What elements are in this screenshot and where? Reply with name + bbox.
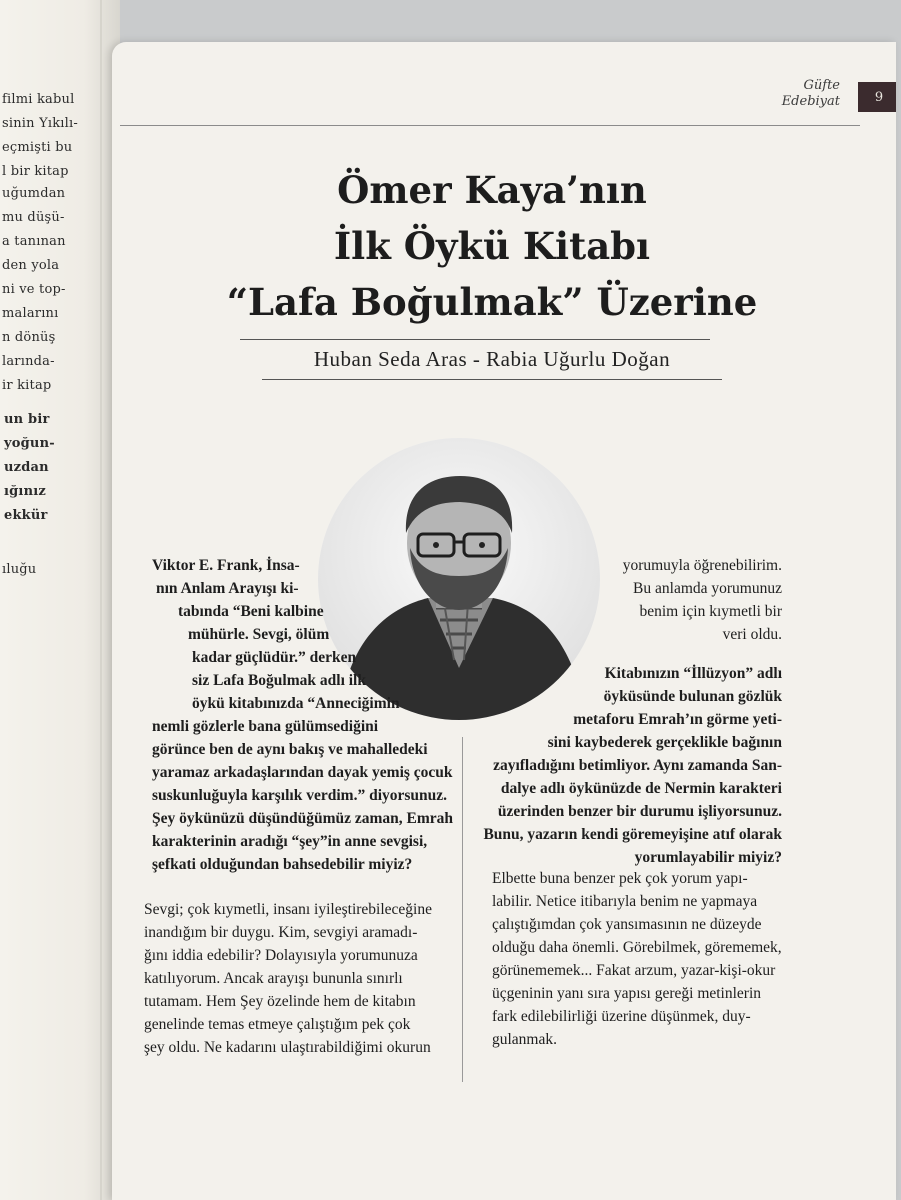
text-line: labilir. Netice itibarıyla benim ne yapmaya <box>492 893 758 910</box>
question-1 <box>152 554 453 876</box>
header-rule <box>120 125 860 126</box>
authors-rule-top <box>240 339 710 340</box>
text-line: nın Anlam Arayışı ki- <box>156 580 299 597</box>
facing-page-line: ıluğu <box>2 562 37 577</box>
text-line: ğını iddia edebilir? Dolayısıyla yorumunuza <box>144 947 418 964</box>
answer-1-continued <box>532 554 782 646</box>
question-2 <box>462 662 782 869</box>
text-line: mühürle. Sevgi, ölüm <box>188 626 330 643</box>
text-line: Bunu, yazarın kendi göremeyişine atıf olarak <box>483 826 782 843</box>
text-line: öykü kitabınızda “Anneciğimin <box>192 695 400 712</box>
text-line: zayıfladığını betimliyor. Aynı zamanda San- <box>493 757 782 774</box>
facing-page-line: filmi kabul <box>2 92 75 107</box>
text-line: olduğu daha önemli. Görebilmek, görememek, <box>492 939 782 956</box>
text-line: Sevgi; çok kıymetli, insanı iyileştirebileceğine <box>144 901 432 918</box>
text-line: tabında “Beni kalbine <box>178 603 324 620</box>
facing-page-line: den yola <box>2 258 60 273</box>
facing-page-line: n dönüş <box>2 330 56 345</box>
text-line: inandığım bir duygu. Kim, sevgiyi aramadı- <box>144 924 418 941</box>
magazine-page <box>112 42 896 1200</box>
facing-page-line: ığınız <box>4 484 46 499</box>
article-authors: Huban Seda Aras - Rabia Uğurlu Doğan <box>313 347 671 371</box>
text-line: gulanmak. <box>492 1031 557 1048</box>
facing-page-line: yoğun- <box>4 436 55 451</box>
facing-page-line: ir kitap <box>2 378 52 393</box>
page-number: 9 <box>858 82 896 112</box>
text-line: çalıştığımdan çok yansımasının ne düzeyde <box>492 916 762 933</box>
title-line-3: “Lafa Boğulmak” Üzerine <box>226 280 758 324</box>
text-line: görünce ben de aynı bakış ve mahalledeki <box>152 741 428 758</box>
text-line: öyküsünde bulunan gözlük <box>603 688 782 705</box>
facing-page-line: malarını <box>2 306 59 321</box>
text-line: siz Lafa Boğulmak adlı ilk <box>192 672 366 689</box>
text-line: karakterinin aradığı “şey”in anne sevgisi, <box>152 833 428 850</box>
facing-page-line: a tanınan <box>2 234 66 249</box>
text-line: sini kaybederek gerçeklikle bağının <box>547 734 782 751</box>
facing-page-line: eçmişti bu <box>2 140 73 155</box>
text-line: şey oldu. Ne kadarını ulaştırabildiğimi okurun <box>144 1039 431 1056</box>
text-line: üzerinden benzer bir durumu işliyorsunuz. <box>497 803 782 820</box>
title-line-2: İlk Öykü Kitabı <box>333 224 651 268</box>
title-line-1: Ömer Kaya’nın <box>337 168 647 212</box>
text-line: benim için kıymetli bir <box>639 603 782 620</box>
text-line: Bu anlamda yorumunuz <box>633 580 782 597</box>
journal-name-line1: Güfte <box>803 78 840 93</box>
facing-page-line: larında- <box>2 354 55 369</box>
text-line: yaramaz arkadaşlarından dayak yemiş çocuk <box>152 764 453 781</box>
text-line: Kitabınızın “İllüzyon” adlı <box>604 665 782 682</box>
answer-1 <box>144 898 432 1059</box>
facing-page-line: un bir <box>4 412 50 427</box>
text-line: veri oldu. <box>722 626 782 643</box>
text-line: şefkati olduğundan bahsedebilir miyiz? <box>152 856 413 873</box>
article-title <box>212 162 772 330</box>
facing-page-line: mu düşü- <box>2 210 65 225</box>
text-line: metaforu Emrah’ın görme yeti- <box>573 711 782 728</box>
text-line: nemli gözlerle bana gülümsediğini <box>152 718 379 735</box>
text-line: Şey öykünüzü düşündüğümüz zaman, Emrah <box>152 810 454 827</box>
text-line: Viktor E. Frank, İnsa- <box>152 557 300 574</box>
text-line: dalye adlı öykünüzde de Nermin karakteri <box>500 780 782 797</box>
facing-page-line: sinin Yıkılı- <box>2 116 78 131</box>
page-gutter <box>100 0 102 1200</box>
text-line: görünememek... Fakat arzum, yazar-kişi-okur <box>492 962 776 979</box>
text-line: Elbette buna benzer pek çok yorum yapı- <box>492 870 748 887</box>
text-line: yorumuyla öğrenebilirim. <box>622 557 782 574</box>
journal-name <box>782 78 840 110</box>
text-line: genelinde temas etmeye çalıştığım pek çok <box>144 1016 411 1033</box>
text-line: fark edilebilirliği üzerine düşünmek, duy- <box>492 1008 751 1025</box>
answer-2 <box>492 867 782 1051</box>
text-line: yorumlayabilir miyiz? <box>634 849 782 866</box>
facing-page <box>0 0 120 1200</box>
text-line: katılıyorum. Ancak arayışı bununla sınırlı <box>144 970 403 987</box>
text-line: kadar güçlüdür.” derken <box>192 649 357 666</box>
text-line: tutamam. Hem Şey özelinde hem de kitabın <box>144 993 416 1010</box>
journal-name-line2: Edebiyat <box>781 94 840 109</box>
text-line: suskunluğuyla karşılık verdim.” diyorsunuz. <box>152 787 448 804</box>
facing-page-line: l bir kitap <box>2 164 69 179</box>
facing-page-line: ekkür <box>4 508 48 523</box>
facing-page-line: uzdan <box>4 460 49 475</box>
text-line: üçgeninin yanı sıra yapısı gereği metinlerin <box>492 985 762 1002</box>
authors-rule-bottom <box>262 379 722 380</box>
facing-page-line: uğumdan <box>2 186 66 201</box>
facing-page-line: ni ve top- <box>2 282 66 297</box>
